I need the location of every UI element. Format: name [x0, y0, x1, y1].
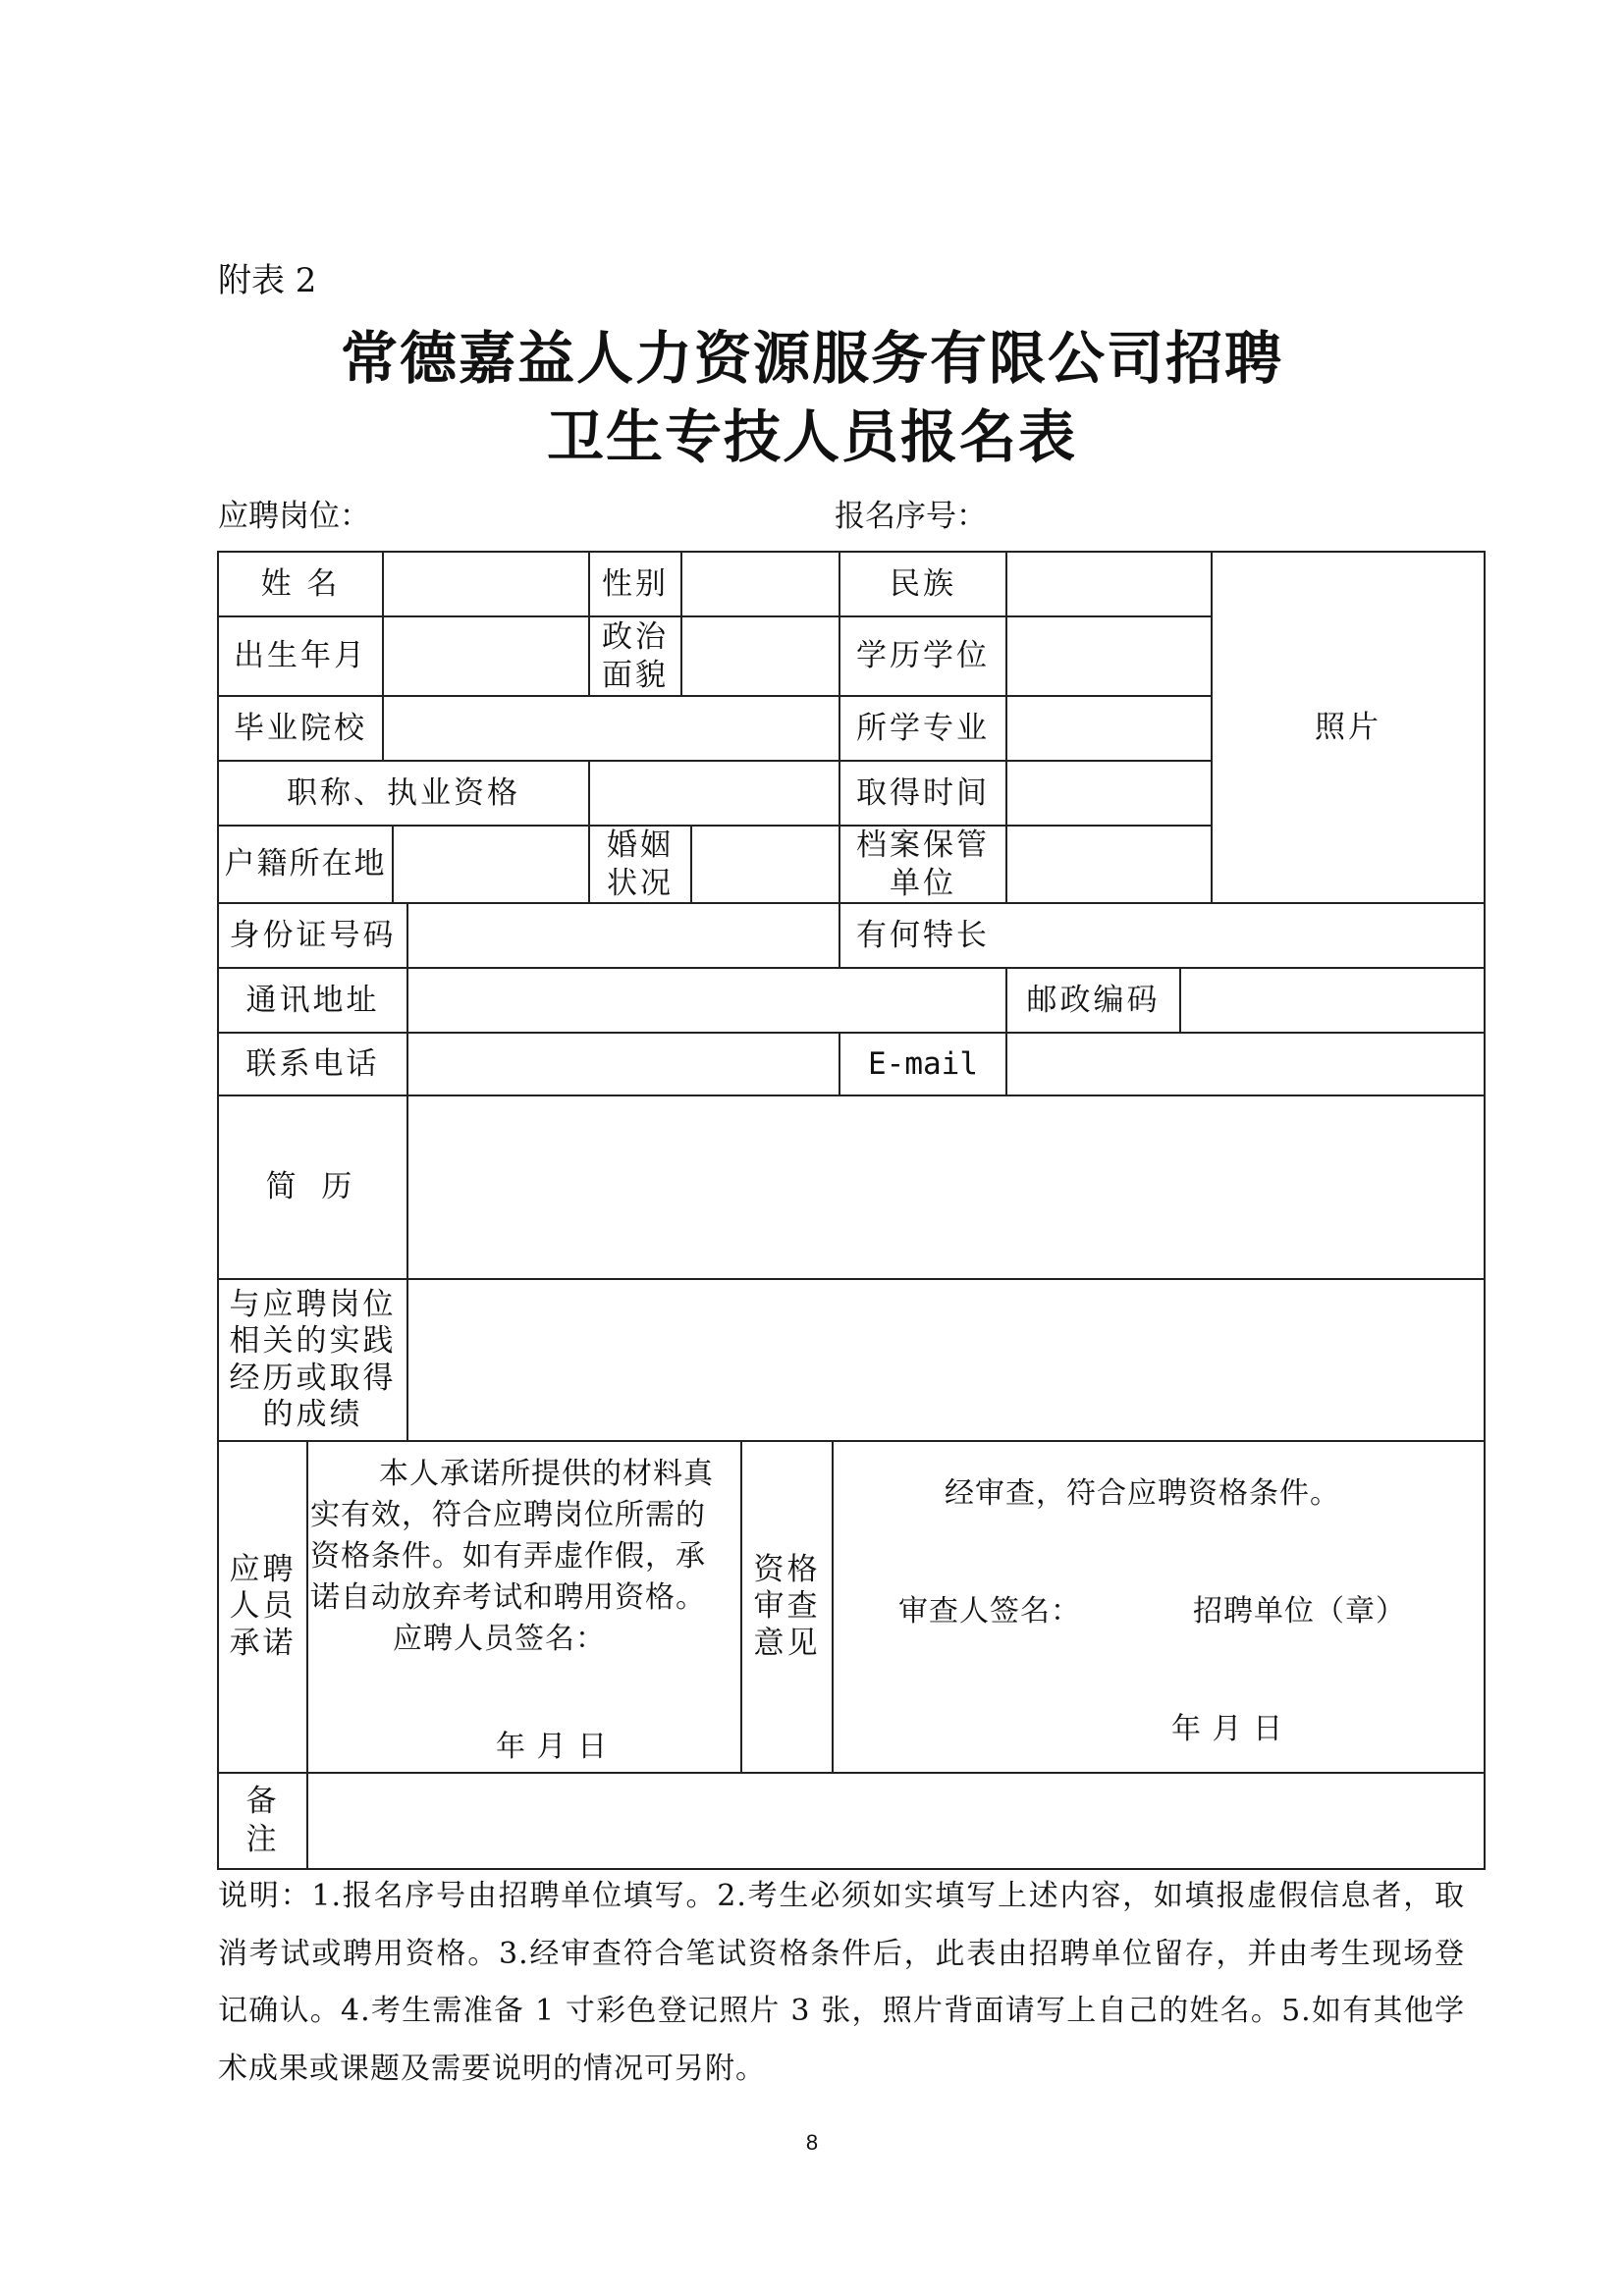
practice-line4: 的成绩: [262, 1396, 363, 1432]
obtained-time-field[interactable]: [1006, 761, 1212, 826]
political-status-field[interactable]: [681, 616, 839, 696]
page-number: 8: [805, 2130, 819, 2155]
school-label: 毕业院校: [234, 710, 367, 746]
gender-label: 性别: [602, 565, 669, 602]
title-qualification-field[interactable]: [589, 761, 839, 826]
form-title-line2: 卫生专技人员报名表: [546, 403, 1077, 470]
instructions-note: 说明：1.报名序号由招聘单位填写。2.考生必须如实填写上述内容，如填报虚假信息者，取消考试或聘用资格。3.经审查符合笔试资格条件后，此表由招聘单位留存，并由考生现场登记确认。4.考生需准备 1 寸彩色登记照片 3 张，照片背面请写上自己的姓名。5.如有其他学术成果或课题及需要说明的情况可另附。: [218, 1879, 1465, 2086]
archive-unit-label: [839, 826, 1006, 903]
practice-experience-label: [218, 1279, 407, 1441]
id-number-label: 身份证号码: [229, 917, 397, 953]
remarks-label-line1: 备: [245, 1784, 280, 1820]
review-label-line2: 审查: [753, 1588, 821, 1625]
applicant-promise-label: [218, 1441, 307, 1773]
archive-unit-field[interactable]: [1006, 826, 1212, 903]
promise-label-line3: 承诺: [229, 1625, 297, 1661]
major-field[interactable]: [1006, 696, 1212, 761]
promise-text-line1: 本人承诺所提供的材料真: [379, 1457, 714, 1491]
major-label: 所学专业: [856, 710, 990, 746]
marital-status-line1: 婚姻: [607, 827, 674, 863]
practice-line1: 与应聘岗位: [229, 1287, 397, 1323]
email-label: E-mail: [868, 1045, 978, 1082]
postcode-label: 邮政编码: [1026, 982, 1161, 1018]
email-field[interactable]: [1006, 1033, 1485, 1095]
archive-unit-line2: 单位: [890, 865, 956, 901]
political-status-line2: 面貌: [602, 657, 669, 693]
promise-label-line2: 人员: [229, 1588, 297, 1625]
marital-status-field[interactable]: [691, 826, 839, 903]
review-conclusion: 经审查，符合应聘资格条件。: [945, 1476, 1340, 1511]
id-number-field[interactable]: [407, 903, 839, 968]
post-label: 应聘岗位：: [218, 499, 370, 534]
birth-label: 出生年月: [234, 638, 367, 674]
remarks-label: [218, 1773, 307, 1869]
annex-label: 附表 2: [218, 261, 317, 300]
ethnicity-field[interactable]: [1006, 552, 1212, 616]
promise-text-line3: 资格条件。如有弄虚作假，承: [310, 1539, 706, 1574]
school-field[interactable]: [383, 696, 839, 761]
promise-text-line2: 实有效，符合应聘岗位所需的: [310, 1498, 706, 1532]
marital-status-label: [589, 826, 691, 903]
reviewer-signature-label: 审查人签名：: [898, 1594, 1081, 1629]
household-field[interactable]: [393, 826, 589, 903]
household-label: 户籍所在地: [224, 846, 387, 882]
political-status-label: [589, 616, 681, 696]
address-field[interactable]: [407, 968, 1006, 1033]
applicant-signature-label: 应聘人员签名：: [393, 1622, 606, 1656]
review-date: 年 月 日: [1171, 1712, 1284, 1746]
address-label: 通讯地址: [245, 982, 380, 1018]
remarks-label-line2: 注: [245, 1822, 280, 1857]
education-label: 学历学位: [856, 638, 990, 674]
review-label-line3: 意见: [753, 1625, 821, 1661]
resume-label: 简 历: [265, 1169, 360, 1205]
practice-experience-field[interactable]: [407, 1279, 1485, 1441]
applicant-sign-date: 年 月 日: [496, 1730, 609, 1764]
promise-label-line1: 应聘: [229, 1552, 297, 1588]
specialty-field[interactable]: [1006, 903, 1485, 968]
serial-number-label: 报名序号：: [835, 499, 987, 534]
remarks-field[interactable]: [307, 1773, 1485, 1869]
ethnicity-label: 民族: [890, 565, 956, 602]
archive-unit-line1: 档案保管: [856, 827, 990, 863]
phone-field[interactable]: [407, 1033, 839, 1095]
photo-label: 照片: [1315, 709, 1381, 745]
name-field[interactable]: [383, 552, 589, 616]
title-qualification-label: 职称、执业资格: [287, 774, 520, 811]
political-status-line1: 政治: [602, 618, 669, 655]
gender-field[interactable]: [681, 552, 839, 616]
photo-box[interactable]: [1212, 552, 1485, 903]
review-label-line1: 资格: [753, 1552, 821, 1588]
form-title-line1: 常德嘉益人力资源服务有限公司招聘: [340, 325, 1283, 392]
promise-text-line4: 诺自动放弃考试和聘用资格。: [310, 1580, 706, 1615]
name-label: 姓 名: [260, 565, 341, 602]
practice-line2: 相关的实践: [229, 1323, 397, 1360]
postcode-field[interactable]: [1180, 968, 1485, 1033]
review-opinion-label: [741, 1441, 833, 1773]
education-field[interactable]: [1006, 616, 1212, 696]
birth-field[interactable]: [383, 616, 589, 696]
resume-field[interactable]: [407, 1095, 1485, 1279]
specialty-label: 有何特长: [856, 917, 990, 953]
phone-label: 联系电话: [245, 1045, 380, 1082]
obtained-time-label: 取得时间: [856, 774, 990, 811]
practice-line3: 经历或取得: [229, 1360, 397, 1396]
marital-status-line2: 状况: [607, 865, 674, 901]
unit-seal-label: 招聘单位（章）: [1193, 1594, 1406, 1629]
